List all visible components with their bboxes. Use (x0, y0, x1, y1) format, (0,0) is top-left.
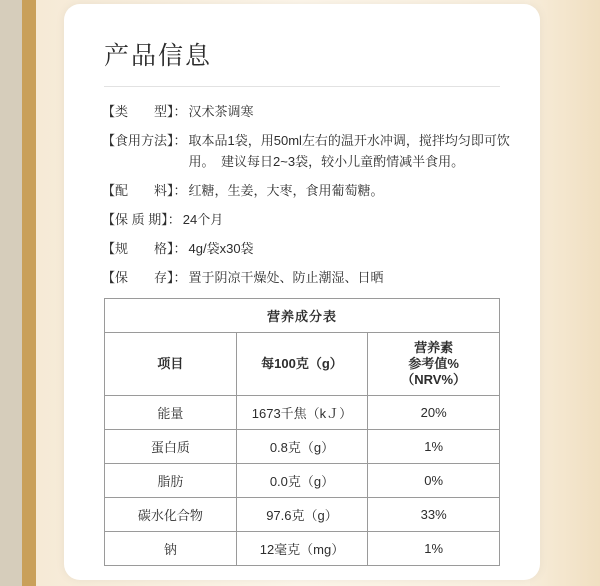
info-label: 【保 存】： (102, 270, 187, 285)
cell-nrv: 1% (368, 532, 500, 566)
cell-per100g: 0.8克（g） (236, 430, 368, 464)
table-header-row (105, 333, 500, 396)
info-label: 【食用方法】： (102, 133, 187, 148)
nrv-header-line2: 参考值% (408, 356, 459, 371)
product-info-card (64, 4, 540, 580)
cell-per100g: 0.0克（g） (236, 464, 368, 498)
table-row (105, 532, 500, 566)
list-item (102, 130, 510, 172)
table-row (105, 396, 500, 430)
info-value: 置于阴凉干燥处、防止潮湿、日晒 (188, 270, 384, 285)
cell-per100g: 97.6克（g） (236, 498, 368, 532)
table-row (105, 430, 500, 464)
info-value: 24个月 (182, 212, 224, 227)
nutrition-table-wrapper (104, 298, 500, 566)
cell-item: 脂肪 (105, 464, 237, 498)
cell-per100g: 1673千焦（kＪ） (236, 396, 368, 430)
info-value: 汉术茶调寒 (188, 104, 254, 119)
table-row-title (105, 299, 500, 333)
nutrition-facts-table (104, 298, 500, 566)
cell-item: 钠 (105, 532, 237, 566)
table-row (105, 498, 500, 532)
info-label: 【类 型】： (102, 104, 187, 119)
title-divider (104, 86, 500, 87)
table-row (105, 464, 500, 498)
cell-item: 蛋白质 (105, 430, 237, 464)
page-title: 产品信息 (104, 42, 213, 70)
info-label: 【保 质 期】： (102, 212, 181, 227)
cell-item: 能量 (105, 396, 237, 430)
cell-nrv: 1% (368, 430, 500, 464)
list-item (102, 209, 510, 230)
info-value: 红糖，生姜，大枣，食用葡萄糖。 (188, 183, 384, 198)
list-item (102, 180, 510, 201)
cell-item: 碳水化合物 (105, 498, 237, 532)
column-header-nrv (368, 333, 500, 396)
nrv-header-line1: 营养素 (414, 340, 454, 355)
info-value: 取本品1袋，用50ml左右的温开水冲调，搅拌均匀即可饮用。 建议每日2~3袋，较小儿童酌情减半食用。 (188, 133, 510, 169)
cell-nrv: 0% (368, 464, 500, 498)
list-item (102, 101, 510, 122)
cell-nrv: 20% (368, 396, 500, 430)
info-label: 【配 料】： (102, 183, 187, 198)
list-item (102, 238, 510, 259)
product-info-list (102, 101, 510, 288)
nutrition-table-title: 营养成分表 (105, 299, 500, 333)
column-header-item: 项目 (105, 333, 237, 396)
nrv-header-line3: （NRV%） (401, 372, 467, 387)
cell-nrv: 33% (368, 498, 500, 532)
cell-per100g: 12毫克（mg） (236, 532, 368, 566)
column-header-per100g: 每100克（g） (236, 333, 368, 396)
list-item (102, 267, 510, 288)
info-label: 【规 格】： (102, 241, 187, 256)
page-right-gradient (530, 0, 600, 586)
info-value: 4g/袋x30袋 (188, 241, 254, 256)
